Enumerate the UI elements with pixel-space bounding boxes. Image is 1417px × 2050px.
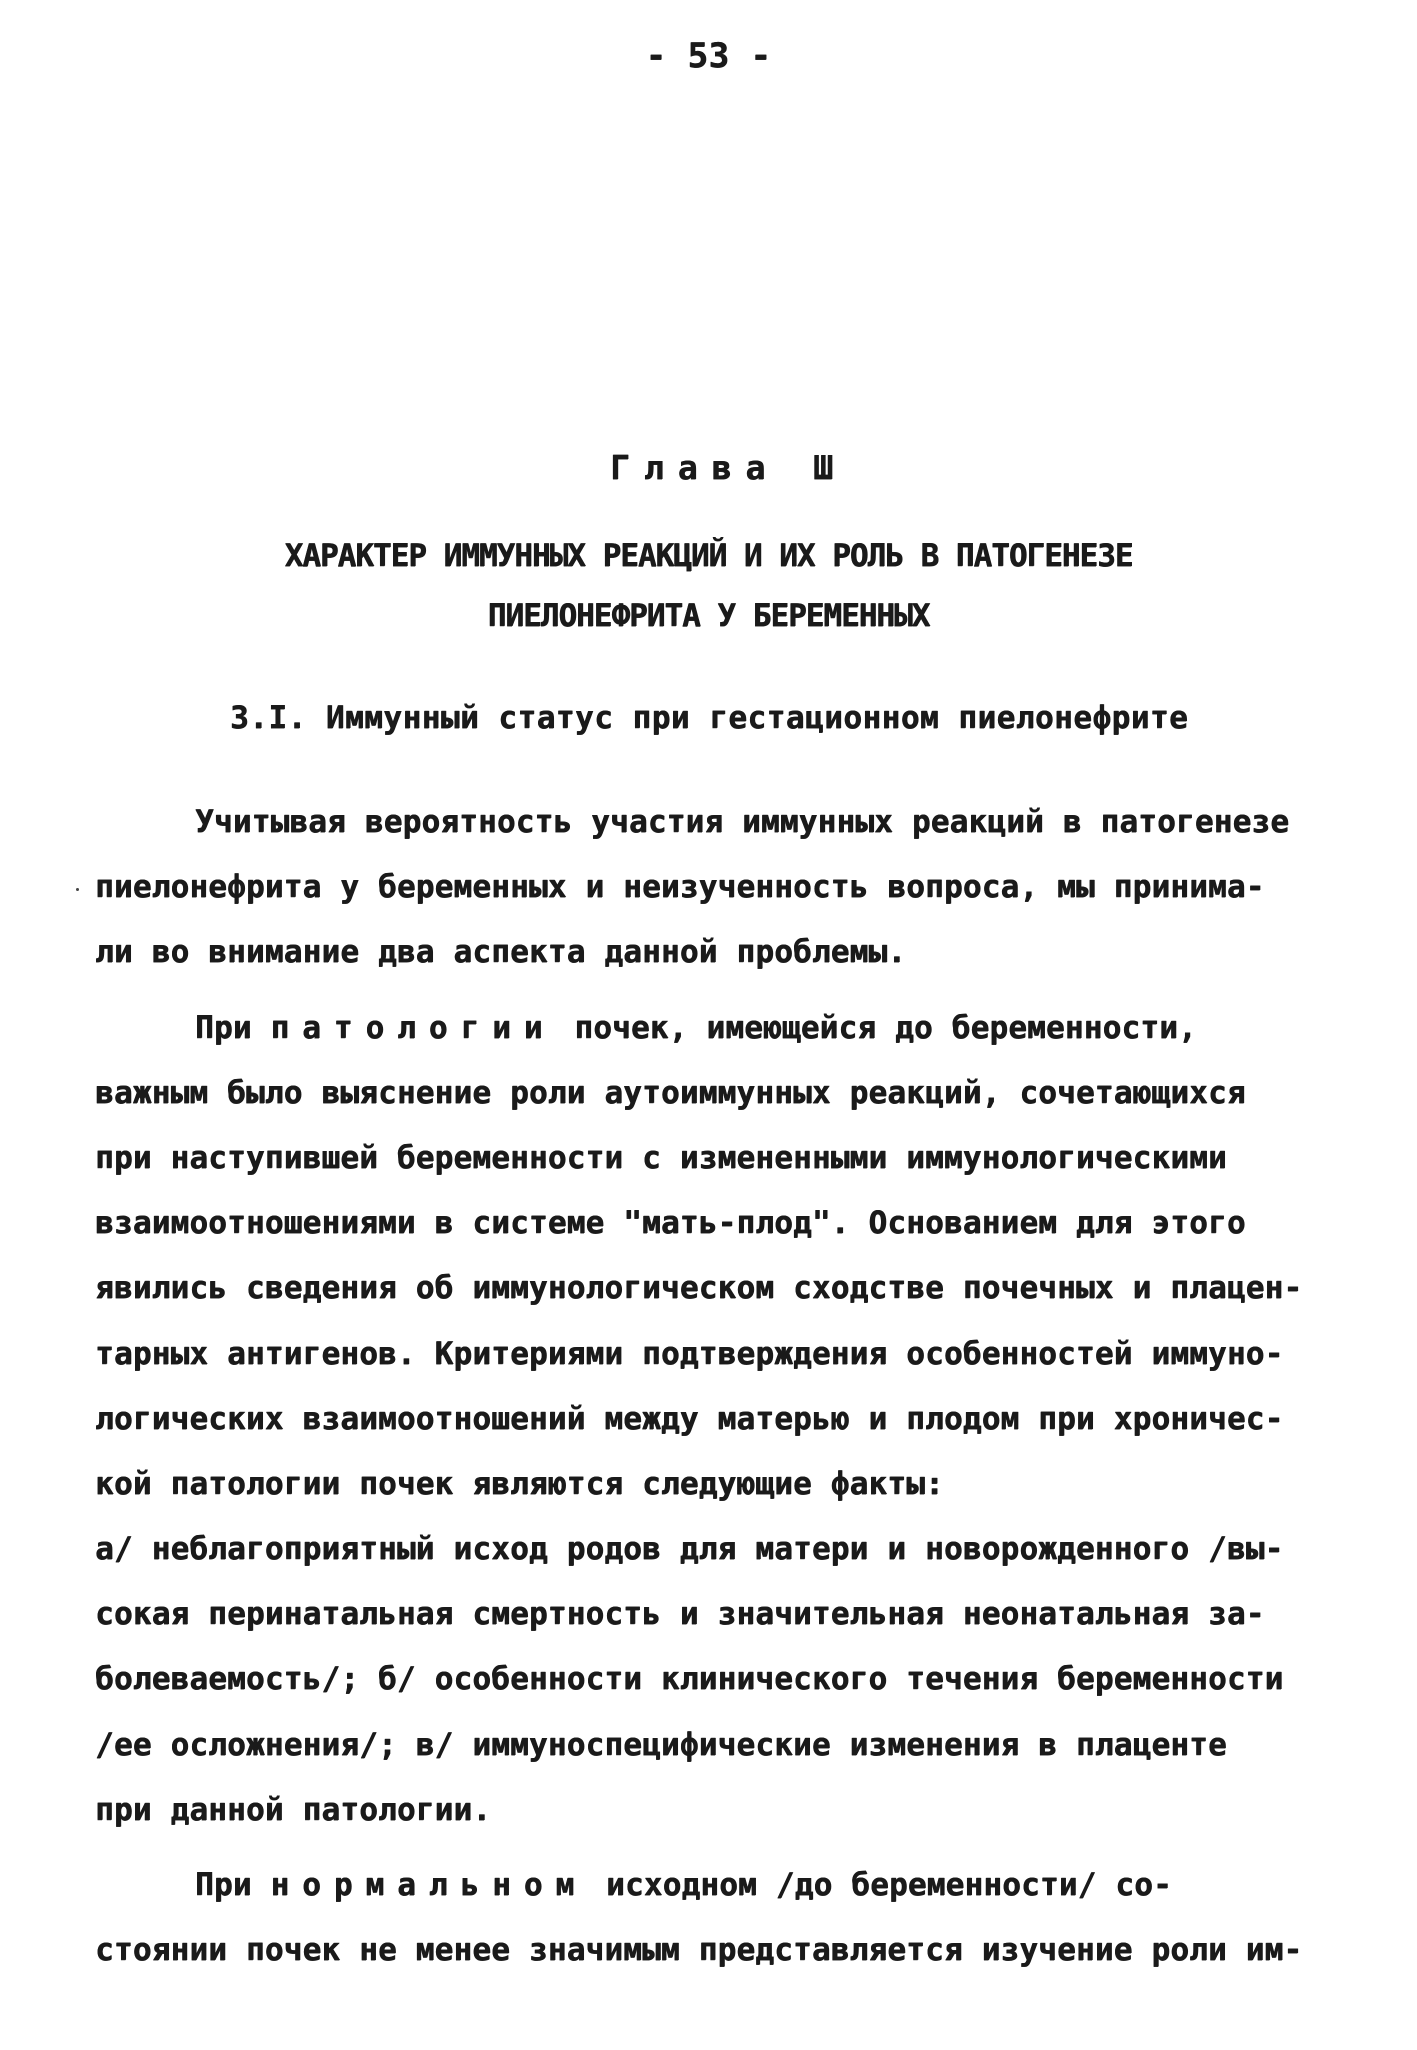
paragraph-2-emphasis: патологии bbox=[270, 1009, 556, 1046]
paragraph-2-line: сокая перинатальная смертность и значительная неонатальная за- bbox=[95, 1596, 1265, 1633]
paragraph-2-line: важным было выяснение роли аутоиммунных реакций, сочетающихся bbox=[95, 1074, 1246, 1111]
paragraph-3-line: стоянии почек не менее значимым представляется изучение роли им- bbox=[95, 1932, 1303, 1969]
chapter-title-line-2: ПИЕЛОНЕФРИТА У БЕРЕМЕННЫХ bbox=[487, 598, 930, 634]
paragraph-2-first-line bbox=[95, 996, 1335, 1061]
paragraph-3-emphasis: нормальном bbox=[270, 1867, 588, 1903]
section-heading: 3.I. Иммунный статус при гестационном пиелонефрите bbox=[230, 700, 1189, 736]
paragraph-2-line: логических взаимоотношений между матерью и плодом при хроничес- bbox=[95, 1400, 1284, 1437]
paragraph-2-line: явились сведения об иммунологическом сходстве почечных и плацен- bbox=[95, 1270, 1303, 1307]
paragraph-gap bbox=[95, 986, 1335, 996]
paragraph-2-line: /ее осложнения/; в/ иммуноспецифические изменения в плаценте bbox=[95, 1726, 1227, 1763]
chapter-title-line-1: ХАРАКТЕР ИММУННЫХ РЕАКЦИЙ И ИХ РОЛЬ В ПАТОГЕНЕЗЕ bbox=[284, 538, 1133, 574]
paragraph-3-lead: При bbox=[195, 1867, 252, 1903]
chapter-label: Глава Ш bbox=[609, 448, 848, 487]
body-text bbox=[95, 790, 1335, 1983]
paragraph-2-line: при наступившей беременности с измененными иммунологическими bbox=[95, 1139, 1227, 1176]
paragraph-2-line: кой патологии почек являются следующие факты: bbox=[95, 1465, 944, 1502]
paragraph-2-rest: почек, имеющейся до беременности, bbox=[574, 1009, 1197, 1046]
margin-mark bbox=[76, 888, 79, 891]
paragraph-gap bbox=[95, 1843, 1335, 1853]
paragraph-2-line: при данной патологии. bbox=[95, 1791, 492, 1828]
paragraph-1-line: пиелонефрита у беременных и неизученность вопроса, мы принима- bbox=[95, 869, 1265, 906]
paragraph-1-line: ли во внимание два аспекта данной проблемы. bbox=[95, 934, 907, 971]
paragraph-2-lead: При bbox=[195, 1009, 252, 1046]
page-number: - 53 - bbox=[645, 36, 772, 76]
paragraph-2-line: тарных антигенов. Критериями подтверждения особенностей иммуно- bbox=[95, 1335, 1284, 1372]
paragraph-3-first-line bbox=[95, 1853, 1335, 1918]
paragraph-1-line: Учитывая вероятность участия иммунных реакций в патогенезе bbox=[195, 804, 1290, 840]
paragraph-2-line: болеваемость/; б/ особенности клинического течения беременности bbox=[95, 1661, 1284, 1698]
paragraph-2-line: взаимоотношениями в системе "мать-плод". Основанием для этого bbox=[95, 1205, 1246, 1242]
paragraph-2-line: а/ неблагоприятный исход родов для матери и новорожденного /вы- bbox=[95, 1531, 1284, 1568]
paragraph-3-rest: исходном /до беременности/ со- bbox=[605, 1867, 1172, 1903]
